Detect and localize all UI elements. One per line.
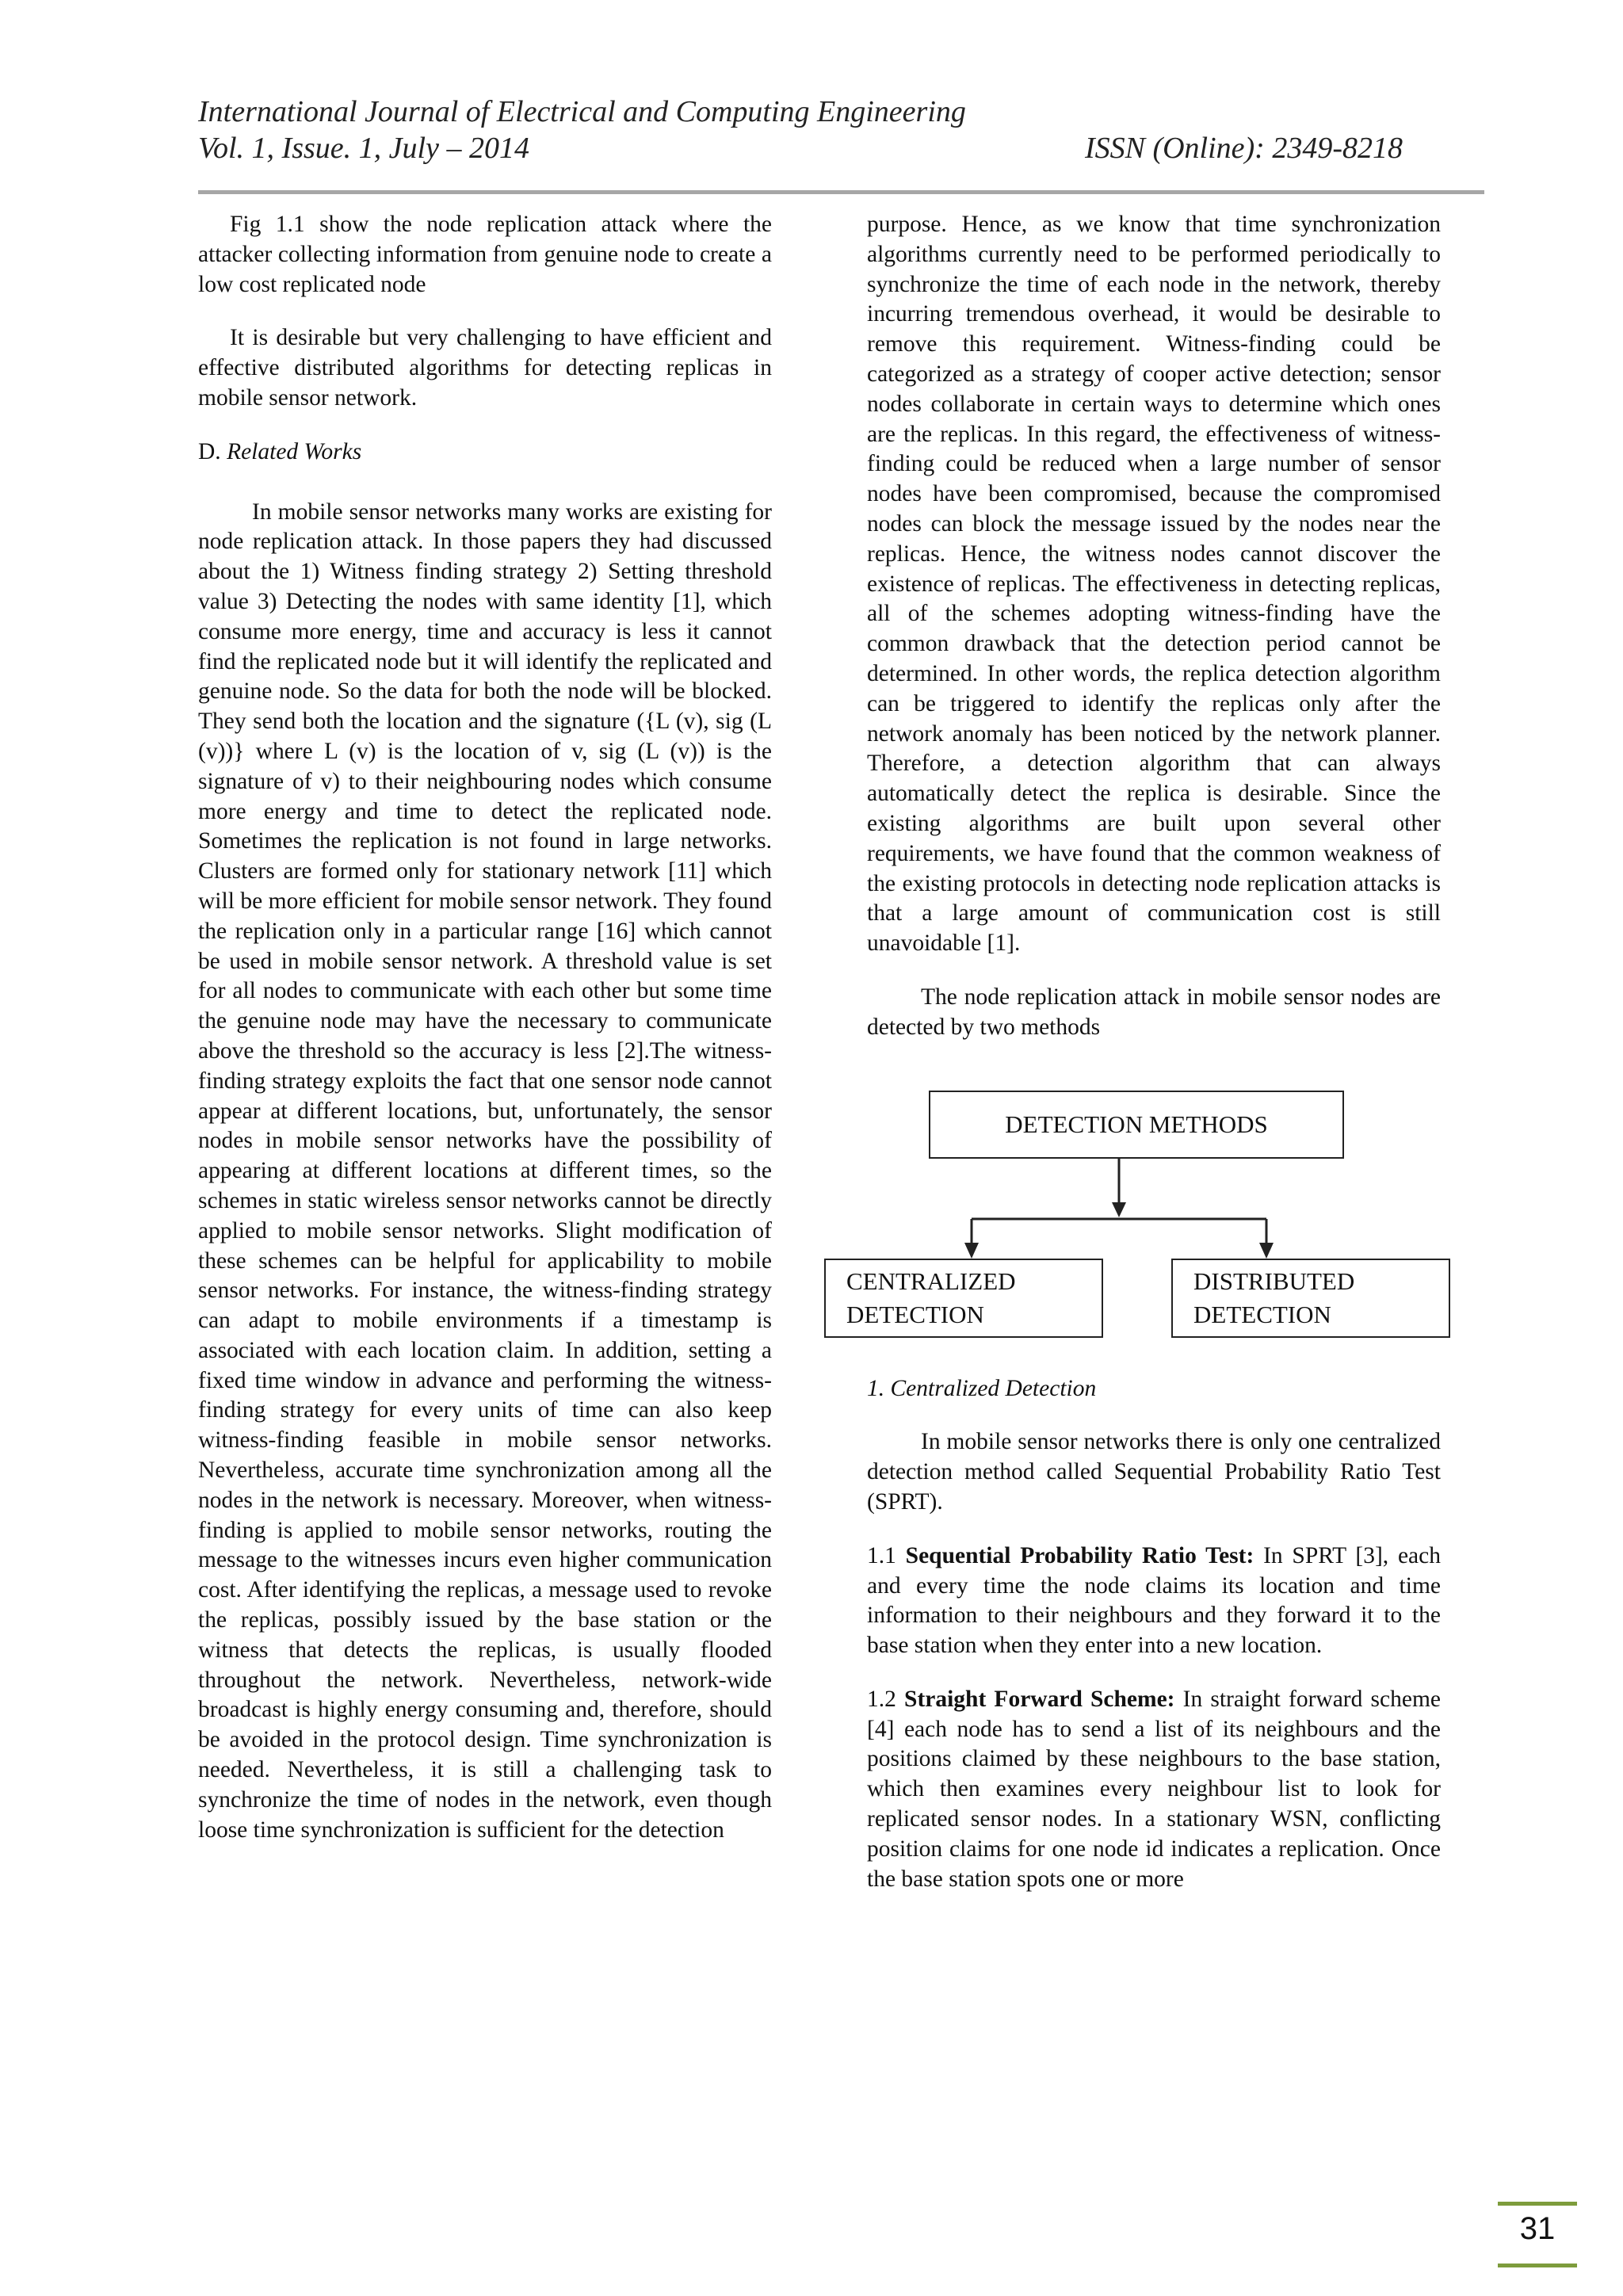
paragraph-sprt [867, 1541, 1441, 1661]
header-rule [198, 190, 1484, 194]
paragraph-purpose: purpose. Hence, as we know that time synchronization algorithms currently need to be performed periodically to synchronize the time of each node in the network, thereby incurring tremendous overhead, it would be desirable to remove this requirement. Witness-finding could be categorized as a strategy of cooper active detection; sensor nodes collaborate in certain ways to determine which ones are the replicas. In this regard, the effectiveness of witness-finding could be reduced when a large number of sensor nodes have been compromised, because the compromised nodes can block the message issued by the nodes near the replicas. Hence, the witness nodes cannot discover the existence of replicas. The effectiveness in detecting replicas, all of the schemes adopting witness-finding have the common drawback that the detection period cannot be determined. In other words, the replica detection algorithm can be triggered to identify the replicas only after the network anomaly has been noticed by the network planner. Therefore, a detection algorithm that can always automatically detect the replica is desirable. Since the existing algorithms are built upon several other requirements, we have found that the common weakness of the existing protocols in detecting node replication attacks is that a large amount of communication cost is still unavoidable [1]. [867, 212, 1441, 957]
item-text-sprt: In SPRT [3], each and every time the node claims its location and time information to their neighbours and they forward it to the base station when they enter into a new location. [867, 1542, 1441, 1659]
page-number-block [1498, 2202, 1577, 2273]
item-title-straight-forward: Straight Forward Scheme: [904, 1686, 1175, 1712]
detection-methods-label: DETECTION METHODS [1005, 1110, 1268, 1138]
header-issue-row [198, 130, 1403, 166]
section-heading-related-works [198, 437, 772, 468]
subsection-heading-centralized [867, 1374, 1441, 1404]
item-number: 1.2 [867, 1686, 905, 1712]
connector-arrowhead-center [1112, 1202, 1126, 1217]
paragraph-challenge: It is desirable but very challenging to have efficient and effective distributed algorithms for detecting replicas in mobile sensor network. [198, 325, 772, 411]
volume-info: Vol. 1, Issue. 1, July – 2014 [198, 132, 529, 165]
connector-arrowhead-left [964, 1243, 979, 1259]
item-title-sprt: Sequential Probability Ratio Test: [905, 1542, 1254, 1568]
centralized-detection-box [824, 1259, 1103, 1338]
paragraph-straight-forward [867, 1685, 1441, 1895]
paragraph-related-works: In mobile sensor networks many works are existing for node replication attack. In those papers they had discussed about the 1) Witness finding strategy 2) Setting threshold value 3) Detecting the nodes with same identity [1], which consume more energy, time and accuracy is less it cannot find the replicated node but it will identify the replicated and genuine node. So the data for both the node will be blocked. They send both the location and the signature ({L (v), sig (L (v))} where L (v) is the location of v, sig (L (v)) is the signature of v) to their neighbouring nodes which consume more energy and time to detect the replicated node. Sometimes the replication is not found in large networks. Clusters are formed only for stationary network [11] which will be more efficient for mobile sensor network. They found the replication only in a particular range [16] which cannot be used in mobile sensor network. A threshold value is set for all nodes to communicate with each other but some time the genuine node may have the necessary to communicate above the threshold so the accuracy is less [2].The witness-finding strategy exploits the fact that one sensor node cannot appear at different locations, but, unfortunately, the sensor nodes in mobile sensor networks have the possibility of appearing at different locations at different times, so the schemes in static wireless sensor networks cannot be directly applied to mobile sensor networks. Slight modification of these schemes can be helpful for applicability to mobile sensor networks. For instance, the witness-finding strategy can adapt to mobile environments if a timestamp is associated with each location claim. In addition, setting a fixed time window in advance and performing the witness-finding strategy for every units of time can also keep witness-finding feasible in mobile sensor networks. Nevertheless, accurate time synchronization among all the nodes in the network is necessary. Moreover, when witness-finding is applied to mobile sensor networks, routing the message to the witnesses incurs even higher communication cost. After identifying the replicas, a message used to revoke the replicas, possibly issued by the base station or the witness that detects the replicas, is usually flooded throughout the network. Nevertheless, network-wide broadcast is highly energy consuming and, therefore, should be avoided in the protocol design. Time synchronization is needed. Nevertheless, it is still a challenging task to synchronize the time of nodes in the network, even though loose time synchronization is sufficient for the detection [198, 499, 772, 1843]
detection-methods-diagram [824, 1091, 1450, 1344]
page-number-top-line [1498, 2202, 1577, 2206]
section-letter: D. [198, 438, 227, 464]
item-text-straight-forward: In straight forward scheme [4] each node has to send a list of its neighbours and the positions claimed by these neighbours to the base station, which then examines every neighbour list to look for replicated sensor nodes. In a stationary WSN, conflicting position claims for one node id indicates a replication. Once the base station spots one or more [867, 1686, 1441, 1892]
centralized-label-line1: CENTRALIZED [846, 1266, 1016, 1295]
distributed-label-line2: DETECTION [1193, 1300, 1331, 1328]
section-title: Related Works [227, 438, 362, 464]
detection-methods-box [929, 1091, 1344, 1159]
right-column [846, 210, 1441, 1894]
item-number: 1.1 [867, 1542, 906, 1568]
page-number-bottom-line [1498, 2264, 1577, 2267]
journal-title: International Journal of Electrical and Computing Engineering [198, 95, 966, 128]
paragraph-centralized-intro: In mobile sensor networks there is only one centralized detection method called Sequential Probability Ratio Test (SPRT). [867, 1429, 1441, 1515]
page-number: 31 [1519, 2211, 1556, 2246]
left-column [198, 210, 772, 1845]
issn: ISSN (Online): 2349-8218 [1084, 132, 1403, 165]
paragraph-fig-reference: Fig 1.1 show the node replication attack where the attacker collecting information from genuine node to create a low cost replicated node [198, 212, 772, 297]
distributed-label-line1: DISTRIBUTED [1193, 1266, 1355, 1295]
distributed-detection-box [1171, 1259, 1450, 1338]
subsection-title: 1. Centralized Detection [867, 1375, 1097, 1401]
centralized-label-line2: DETECTION [846, 1300, 984, 1328]
paragraph-two-methods: The node replication attack in mobile sensor nodes are detected by two methods [867, 984, 1441, 1040]
page-header [198, 94, 1403, 166]
connector-arrowhead-right [1259, 1243, 1274, 1259]
